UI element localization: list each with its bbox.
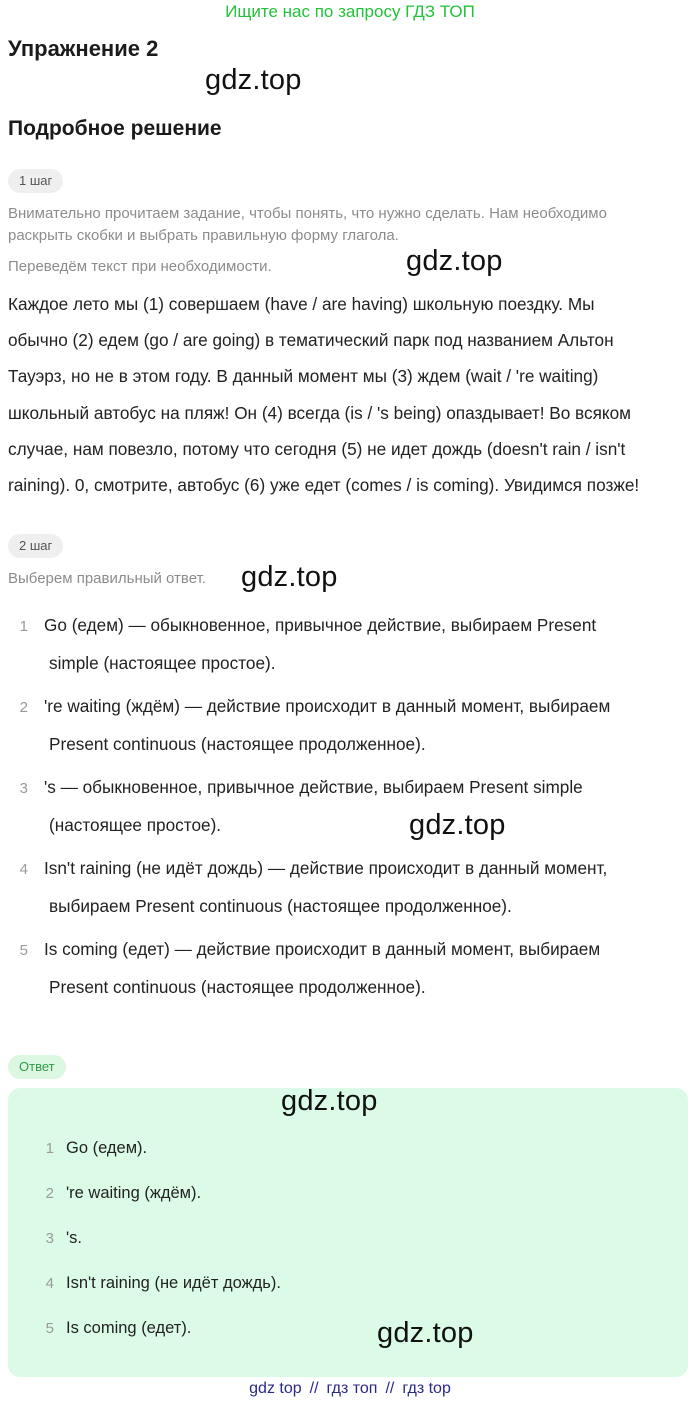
text-line: raining). 0, смотрите, автобус (6) уже едет (comes / is coming). Увидимся позже!: [8, 475, 640, 496]
text-line: обычно (2) едем (go / are going) в тематический парк под названием Альтон: [8, 330, 614, 351]
answer-item: [40, 1317, 191, 1340]
step1-instruction-line2: раскрыть скобки и выбрать правильную форму глагола.: [8, 227, 399, 244]
list-text: Go (едем) — обыкновенное, привычное действие, выбираем Present: [44, 615, 597, 635]
watermark: gdz.top: [281, 1085, 378, 1117]
solution-title: Подробное решение: [8, 117, 222, 140]
list-text: Is coming (едет) — действие происходит в данный момент, выбираем: [44, 939, 601, 959]
list-text: выбираем Present continuous (настоящее продолженное).: [49, 896, 512, 917]
answer-text: Go (едем).: [66, 1139, 148, 1157]
step1-badge: 1 шаг: [8, 169, 63, 193]
list-item: [8, 769, 694, 843]
footer-link[interactable]: гдз топ: [326, 1380, 378, 1397]
top-banner[interactable]: Ищите нас по запросу ГДЗ ТОП: [225, 2, 475, 21]
watermark: gdz.top: [205, 64, 302, 96]
answer-number: 2: [45, 1185, 54, 1202]
text-line: Каждое лето мы (1) совершаем (have / are having) школьную поездку. Мы: [8, 294, 595, 314]
footer-separator: //: [385, 1380, 395, 1397]
step2-instruction: Выберем правильный ответ.: [8, 570, 206, 587]
list-number: 5: [19, 942, 28, 959]
answer-text: Is coming (едет).: [66, 1319, 192, 1337]
list-number: 2: [19, 699, 28, 716]
step2-badge: 2 шаг: [8, 534, 63, 558]
watermark: gdz.top: [377, 1317, 474, 1349]
watermark: gdz.top: [409, 809, 506, 841]
list-text: simple (настоящее простое).: [49, 653, 276, 674]
list-text: Present continuous (настоящее продолженное).: [49, 734, 426, 755]
answer-number: 4: [45, 1275, 54, 1292]
text-line: школьный автобус на пляж! Он (4) всегда (is / 's being) опаздывает! Во всяком: [8, 402, 631, 423]
answer-number: 1: [45, 1140, 54, 1157]
list-text: (настоящее простое).: [49, 815, 222, 836]
answer-item: [40, 1137, 147, 1160]
footer-link[interactable]: гдз top: [402, 1380, 451, 1397]
list-item: [8, 850, 694, 924]
list-number: 4: [19, 861, 28, 878]
list-text: Present continuous (настоящее продолженное).: [49, 977, 426, 998]
answer-number: 3: [45, 1230, 54, 1247]
footer-link[interactable]: gdz top: [249, 1380, 302, 1397]
exercise-title: Упражнение 2: [8, 36, 159, 61]
answer-item: [40, 1227, 82, 1250]
list-number: 3: [19, 780, 28, 797]
step1-translate-note: Переведём текст при необходимости.: [8, 258, 272, 275]
list-item: [8, 688, 694, 762]
list-text: Isn't raining (не идёт дождь) — действие происходит в данный момент,: [44, 858, 608, 878]
list-number: 1: [19, 618, 28, 635]
text-line: случае, нам повезло, потому что сегодня (5) не идет дождь (doesn't rain / isn't: [8, 438, 626, 459]
answer-text: 're waiting (ждём).: [66, 1184, 202, 1202]
footer-separator: //: [309, 1380, 319, 1397]
step1-text: [8, 286, 694, 503]
list-text: 're waiting (ждём) — действие происходит в данный момент, выбираем: [44, 696, 611, 716]
footer-links: [0, 1378, 700, 1400]
answer-item: [40, 1182, 201, 1205]
watermark: gdz.top: [406, 245, 503, 277]
list-text: 's — обыкновенное, привычное действие, выбираем Present simple: [44, 777, 583, 797]
answer-number: 5: [45, 1320, 54, 1337]
step1-instruction-line1: Внимательно прочитаем задание, чтобы понять, что нужно сделать. Нам необходимо: [8, 205, 607, 222]
text-line: Тауэрз, но не в этом году. В данный момент мы (3) ждем (wait / 're waiting): [8, 366, 599, 387]
answer-item: [40, 1272, 281, 1295]
watermark: gdz.top: [241, 561, 338, 593]
answer-text: Isn't raining (не идёт дождь).: [66, 1274, 281, 1292]
list-item: [8, 931, 694, 1005]
answer-text: 's.: [66, 1229, 82, 1247]
list-item: [8, 607, 694, 681]
answer-badge: Ответ: [8, 1055, 66, 1079]
